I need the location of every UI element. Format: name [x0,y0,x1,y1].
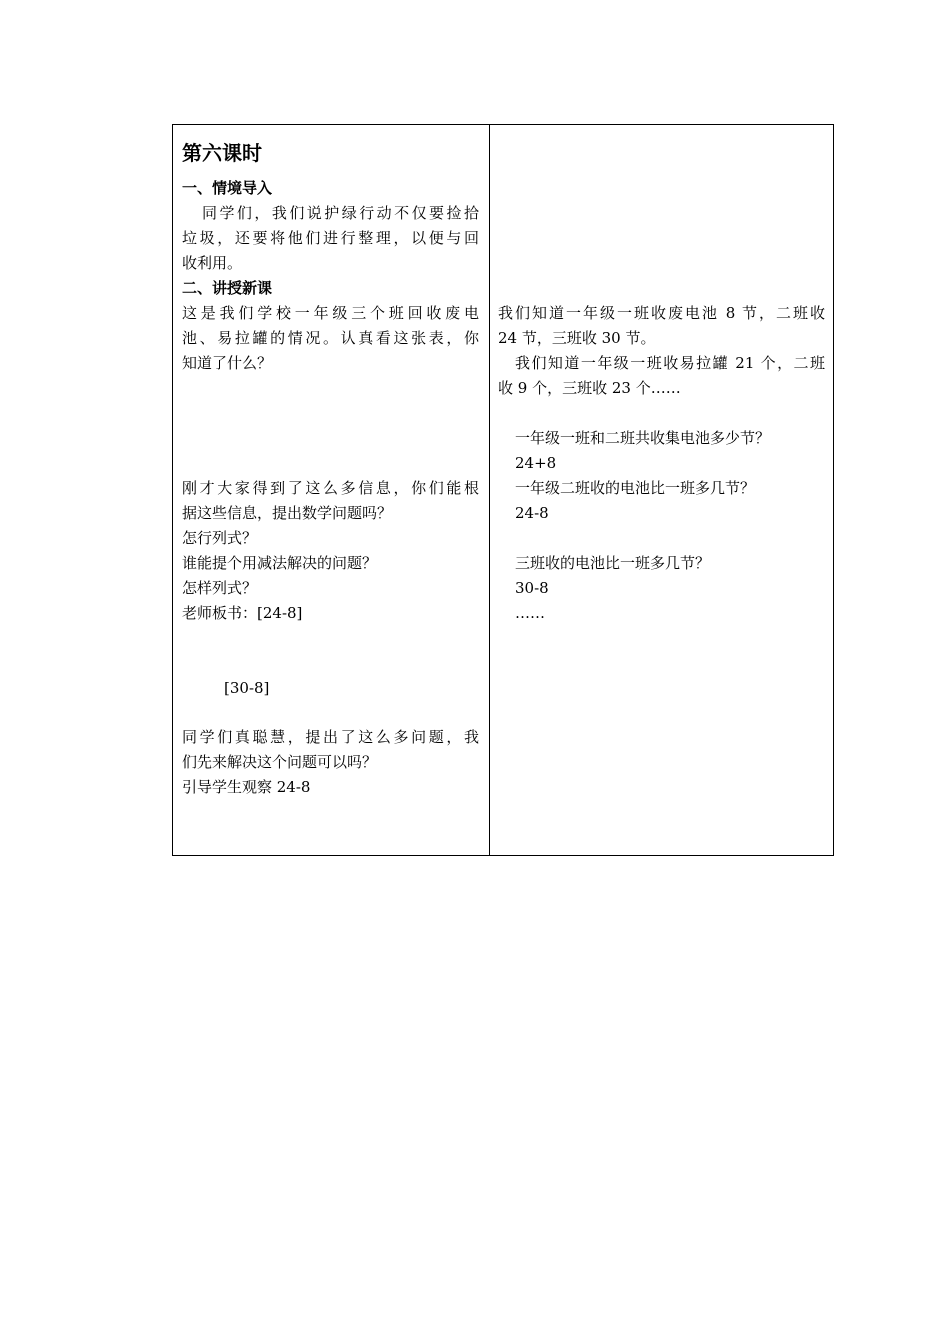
intro-line: 同学们，我们说护绿行动不仅要捡拾 [202,204,479,222]
answer-one: 24+8 [515,454,557,472]
battery-info-line: 24 节，三班收 30 节。 [498,329,656,347]
question-three: 三班收的电池比一班多几节？ [515,554,711,572]
ellipsis: …… [515,604,545,622]
subtraction-question: 谁能提个用减法解决的问题？ [182,554,378,572]
table-intro-line: 知道了什么？ [182,354,273,372]
section-heading-new-lesson: 二、讲授新课 [182,279,273,297]
info-line: 刚才大家得到了这么多信息，你们能根 [182,479,479,497]
intro-line: 垃圾，还要将他们进行整理，以便与回 [182,229,479,247]
can-info-line: 收 9 个，三班收 23 个…… [498,379,681,397]
info-line: 据这些信息，提出数学问题吗？ [182,504,393,522]
table-intro-line: 池、易拉罐的情况。认真看这张表，你 [182,329,479,347]
clever-line: 们先来解决这个问题可以吗？ [182,753,378,771]
section-heading-intro: 一、情境导入 [182,179,273,197]
answer-three: 30-8 [515,579,549,597]
lesson-title: 第六课时 [182,141,262,165]
table-intro-line: 这是我们学校一年级三个班回收废电 [182,304,479,322]
intro-line: 收利用。 [182,254,243,272]
lesson-plan-table [172,124,834,856]
column-divider [489,125,490,855]
battery-info-line: 我们知道一年级一班收废电池 8 节，二班收 [498,304,825,322]
clever-line: 同学们真聪慧，提出了这么多问题，我 [182,728,479,746]
board-note: 老师板书：[24-8] [182,604,303,622]
answer-two: 24-8 [515,504,549,522]
can-info-line: 我们知道一年级一班收易拉罐 21 个，二班 [515,354,825,372]
board-note-second: [30-8] [224,679,270,697]
question-one: 一年级一班和二班共收集电池多少节？ [515,429,771,447]
question-two: 一年级二班收的电池比一班多几节？ [515,479,756,497]
guide-line: 引导学生观察 24-8 [182,778,311,796]
formula-question: 怎行列式？ [182,529,258,547]
how-formula-question: 怎样列式？ [182,579,258,597]
